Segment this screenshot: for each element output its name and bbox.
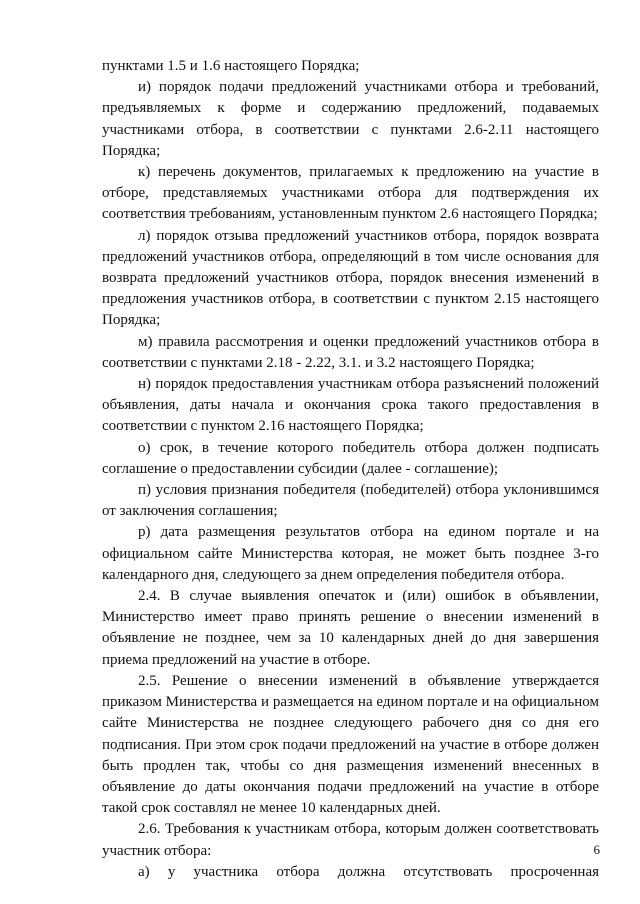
paragraph-2-4: 2.4. В случае выявления опечаток и (или) ошибок в объявлении, Министерство имеет право принять решение о внесении изменений в объявление не позднее, чем за 10 календарных дней до дня завершения приема предложений на участие в отборе.	[102, 588, 599, 668]
paragraph-continuation: пунктами 1.5 и 1.6 настоящего Порядка;	[102, 58, 360, 74]
paragraph-item-i: и) порядок подачи предложений участниками отбора и требований, предъявляемых к форме и содержанию предложений, подаваемых участниками отбора, в соответствии с пунктами 2.6-2.11 настоящего Порядка;	[102, 79, 599, 159]
paragraph-item-m: м) правила рассмотрения и оценки предложений участников отбора в соответствии с пунктами 2.18 - 2.22, 3.1. и 3.2 настоящего Порядка;	[102, 333, 599, 371]
paragraph-2-5: 2.5. Решение о внесении изменений в объявление утверждается приказом Министерства и размещается на едином портале и на официальном сайте Министерства не позднее следующего рабочего дня со дня его подписания. При этом срок подачи предложений на участие в отборе должен быть продлен так, чтобы со дня размещения изменений внесенных в объявление до даты окончания подачи предложений на участие в отборе такой срок составлял не менее 10 календарных дней.	[102, 672, 599, 817]
paragraph-item-a: а) у участника отбора должна отсутствовать просроченная	[138, 863, 599, 880]
paragraph-item-l: л) порядок отзыва предложений участников отбора, порядок возврата предложений участников отбора, определяющий в том числе основания для возврата предложений участников отбора, порядок внесения изменений в предложения участников отбора, в соответствии с пунктом 2.15 настоящего Порядка;	[102, 227, 599, 329]
paragraph-2-6: 2.6. Требования к участникам отбора, которым должен соответствовать участник отбора:	[102, 821, 599, 859]
paragraph-item-r: р) дата размещения результатов отбора на едином портале и на официальном сайте Министерства которая, не может быть позднее 3-го календарного дня, следующего за днем определения победителя отбора.	[102, 524, 599, 583]
paragraph-item-k: к) перечень документов, прилагаемых к предложению на участие в отборе, представляемых участниками отбора для подтверждения их соответствия требованиям, установленным пунктом 2.6 настоящего Порядка;	[102, 164, 599, 223]
paragraph-item-o: о) срок, в течение которого победитель отбора должен подписать соглашение о предоставлении субсидии (далее - соглашение);	[102, 439, 599, 477]
paragraph-item-n: н) порядок предоставления участникам отбора разъяснений положений объявления, даты начала и окончания срока такого предоставления в соответствии с пунктом 2.16 настоящего Порядка;	[102, 376, 599, 435]
page-number: 6	[593, 842, 600, 857]
paragraph-item-p: п) условия признания победителя (победителей) отбора уклонившимся от заключения соглашения;	[102, 482, 599, 520]
document-body	[102, 56, 599, 883]
